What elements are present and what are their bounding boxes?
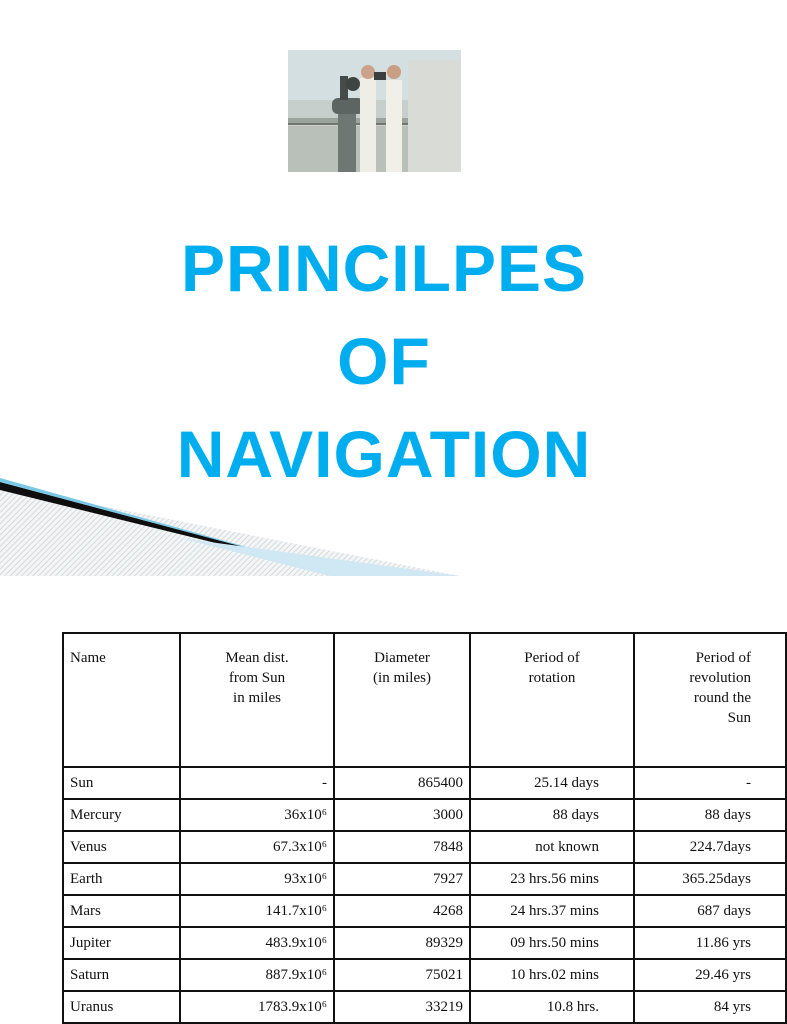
- cell-diameter: 7927: [334, 863, 470, 895]
- cell-revolution: 88 days: [634, 799, 786, 831]
- cell-revolution: 11.86 yrs: [634, 927, 786, 959]
- header-revolution-line: Sun: [727, 710, 751, 726]
- decorative-swoosh: [0, 478, 460, 578]
- sailors-illustration: [288, 50, 461, 172]
- table-row: [63, 895, 786, 927]
- header-revolution-line: revolution: [689, 670, 751, 686]
- cell-mean-dist: 141.7x10⁶: [180, 895, 334, 927]
- cell-name: Jupiter: [63, 927, 180, 959]
- header-diameter-line: (in miles): [373, 670, 431, 686]
- planet-table-container: [62, 632, 751, 1024]
- table-row: [63, 799, 786, 831]
- table-row: [63, 927, 786, 959]
- planet-table: [62, 632, 787, 1024]
- cell-name: Mars: [63, 895, 180, 927]
- cell-diameter: 89329: [334, 927, 470, 959]
- table-row: [63, 831, 786, 863]
- title-line-3: NAVIGATION: [176, 417, 592, 491]
- cell-name: Sun: [63, 767, 180, 799]
- cell-revolution: 29.46 yrs: [634, 959, 786, 991]
- table-row: [63, 863, 786, 895]
- cell-rotation: 10 hrs.02 mins: [470, 959, 634, 991]
- navigation-photo: [288, 50, 461, 172]
- cell-revolution: 224.7days: [634, 831, 786, 863]
- header-revolution-line: Period of: [695, 650, 751, 666]
- table-row: [63, 767, 786, 799]
- title-line-2: OF: [337, 324, 431, 398]
- header-revolution: [634, 633, 786, 767]
- header-rotation-line: rotation: [528, 670, 576, 686]
- cell-name: Mercury: [63, 799, 180, 831]
- cell-name: Uranus: [63, 991, 180, 1023]
- cell-mean-dist: 36x10⁶: [180, 799, 334, 831]
- cell-mean-dist: 67.3x10⁶: [180, 831, 334, 863]
- cell-revolution: 365.25days: [634, 863, 786, 895]
- header-diameter-line: Diameter: [374, 650, 430, 666]
- cell-diameter: 7848: [334, 831, 470, 863]
- header-mean-dist-line: in miles: [233, 690, 281, 706]
- cell-revolution: -: [634, 767, 786, 799]
- cell-name: Earth: [63, 863, 180, 895]
- cell-rotation: 23 hrs.56 mins: [470, 863, 634, 895]
- cell-rotation: not known: [470, 831, 634, 863]
- cell-mean-dist: 887.9x10⁶: [180, 959, 334, 991]
- cell-rotation: 24 hrs.37 mins: [470, 895, 634, 927]
- table-row: [63, 991, 786, 1023]
- header-name: Name: [63, 633, 180, 767]
- table-header-row: [63, 633, 786, 767]
- header-mean-dist: [180, 633, 334, 767]
- cell-mean-dist: 1783.9x10⁶: [180, 991, 334, 1023]
- table-row: [63, 959, 786, 991]
- cell-mean-dist: 483.9x10⁶: [180, 927, 334, 959]
- header-mean-dist-line: from Sun: [228, 670, 286, 686]
- cell-rotation: 25.14 days: [470, 767, 634, 799]
- header-rotation-line: Period of: [524, 650, 580, 666]
- cell-diameter: 865400: [334, 767, 470, 799]
- cell-mean-dist: -: [180, 767, 334, 799]
- cell-rotation: 09 hrs.50 mins: [470, 927, 634, 959]
- cell-diameter: 75021: [334, 959, 470, 991]
- cell-name: Saturn: [63, 959, 180, 991]
- cell-rotation: 88 days: [470, 799, 634, 831]
- cell-revolution: 687 days: [634, 895, 786, 927]
- cell-rotation: 10.8 hrs.: [470, 991, 634, 1023]
- cell-revolution: 84 yrs: [634, 991, 786, 1023]
- header-rotation: [470, 633, 634, 767]
- title-line-1: PRINCILPES: [180, 231, 588, 305]
- header-mean-dist-line: Mean dist.: [225, 650, 289, 666]
- header-revolution-line: round the: [693, 690, 751, 706]
- header-diameter: [334, 633, 470, 767]
- cell-name: Venus: [63, 831, 180, 863]
- cell-diameter: 3000: [334, 799, 470, 831]
- cell-diameter: 33219: [334, 991, 470, 1023]
- cell-diameter: 4268: [334, 895, 470, 927]
- page-title: [0, 222, 768, 501]
- cell-mean-dist: 93x10⁶: [180, 863, 334, 895]
